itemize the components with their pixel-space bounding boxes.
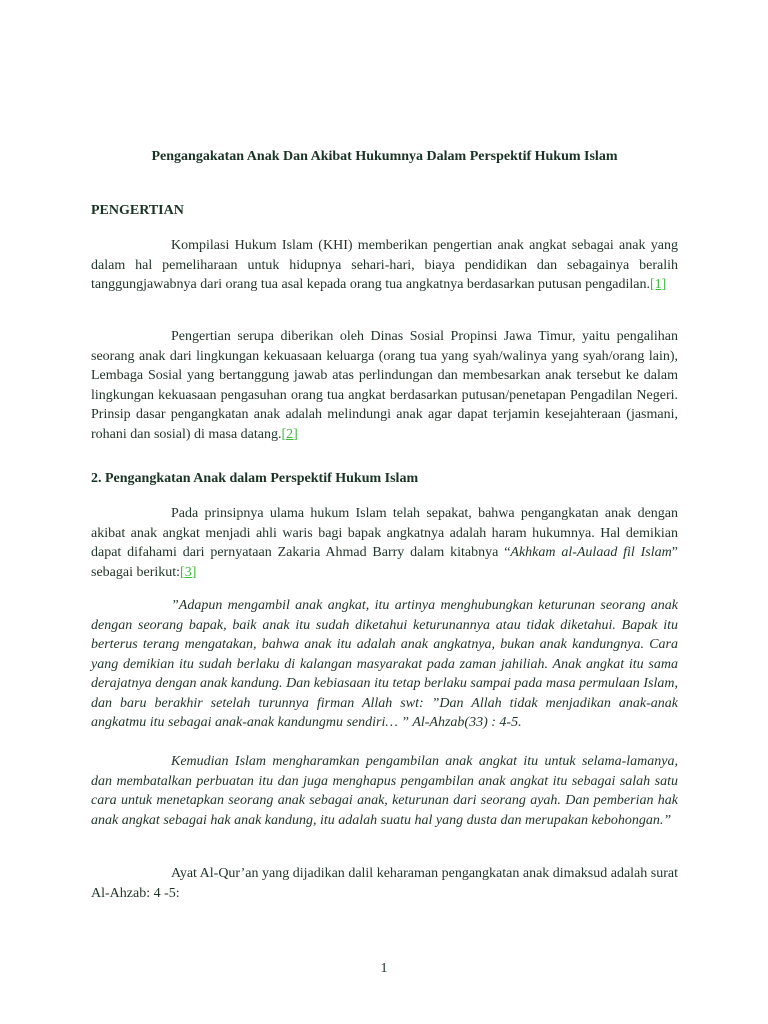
paragraph-text: Pada prinsipnya ulama hukum Islam telah sepakat, bahwa pengangkatan anak dengan akibat anak angkat menjadi ahli waris bagi bapak angkatnya adalah haram hukumnya. Hal demikian dapat difahami dari pernyataan Zakaria Ahmad Barry dalam kitabnya “ (91, 506, 678, 560)
page-number: 1 (380, 961, 388, 976)
footnote-link-2[interactable]: [2] (281, 426, 298, 442)
quote-paragraph-1: ”Adapun mengambil anak angkat, itu artinya menghubungkan keturunan seorang anak dengan seorang bapak, baik anak itu sudah diketahui keturunannya atau tidak diketahui. Bapak itu berterus terang mengatakan, bahwa anak itu adalah anak angkatnya, bukan anak kandungnya. Cara yang demikian itu sudah berlaku di kalangan masyarakat pada zaman jahiliah. Anak angkat itu sama derajatnya dengan anak kandung. Dan kebiasaan itu tetap berlaku sampai pada masa permulaan Islam, dan baru berakhir setelah turunnya firman Allah swt: ”Dan Allah tidak menjadikan anak-anak angkatmu itu sebagai anak-anak kandungmu sendiri… ” Al-Ahzab(33) : 4-5. (91, 598, 678, 730)
paragraph-ayat-alquran: Ayat Al-Qur’an yang dijadikan dalil keharaman pengangkatan anak dimaksud adalah surat Al-Ahzab: 4 -5: (91, 866, 678, 901)
paragraph-text-after: ” sebagai berikut: (91, 545, 678, 580)
book-title: Akhkam al-Aulaad fil Islam (510, 545, 672, 560)
paragraph-text: Pengertian serupa diberikan oleh Dinas Sosial Propinsi Jawa Timur, yaitu pengalihan seorang anak dari lingkungan kekuasaan keluarga (orang tua yang syah/walinya yang syah/orang lain), Lembaga Sosial yang bertanggung jawab atas perlindungan dan membesarkan anak tersebut ke dalam lingkungan kekuasaan pengasuhan orang tua angkat berdasarkan putusan/penetapan Pengadilan Negeri. Prinsip dasar pengangkatan anak adalah melindungi anak agar dapat terjamin kesejahteraan (jasmani, rohani dan sosial) di masa datang. (91, 329, 678, 442)
document-title: Pengangakatan Anak Dan Akibat Hukumnya Dalam Perspektif Hukum Islam (151, 149, 618, 164)
section-heading-pengertian: PENGERTIAN (91, 203, 184, 218)
footnote-link-3[interactable]: [3] (180, 564, 197, 580)
paragraph-text: Kompilasi Hukum Islam (KHI) memberikan pengertian anak angkat sebagai anak yang dalam hal pemeliharaan untuk hidupnya sehari-hari, biaya pendidikan dan sebagainya beralih tanggungjawabnya dari orang tua asal kepada orang tua angkatnya berdasarkan putusan pengadilan. (91, 238, 678, 292)
paragraph-dinas-sosial (91, 327, 678, 444)
paragraph-ulama-prinsip (91, 504, 678, 582)
paragraph-khi-definition (91, 236, 678, 295)
quote-paragraph-2: Kemudian Islam mengharamkan pengambilan anak angkat itu untuk selama-lamanya, dan membatalkan perbuatan itu dan juga menghapus pengambilan anak angkat itu sebagai salah satu cara untuk menetapkan seorang anak sebagai anak, keturunan dari seorang ayah. Dan pemberian hak anak angkat sebagai hak anak kandung, itu adalah suatu hal yang dusta dan merupakan kebohongan.” (91, 754, 678, 828)
section-heading-perspektif: 2. Pengangkatan Anak dalam Perspektif Hukum Islam (91, 471, 419, 486)
footnote-link-1[interactable]: [1] (650, 277, 667, 292)
